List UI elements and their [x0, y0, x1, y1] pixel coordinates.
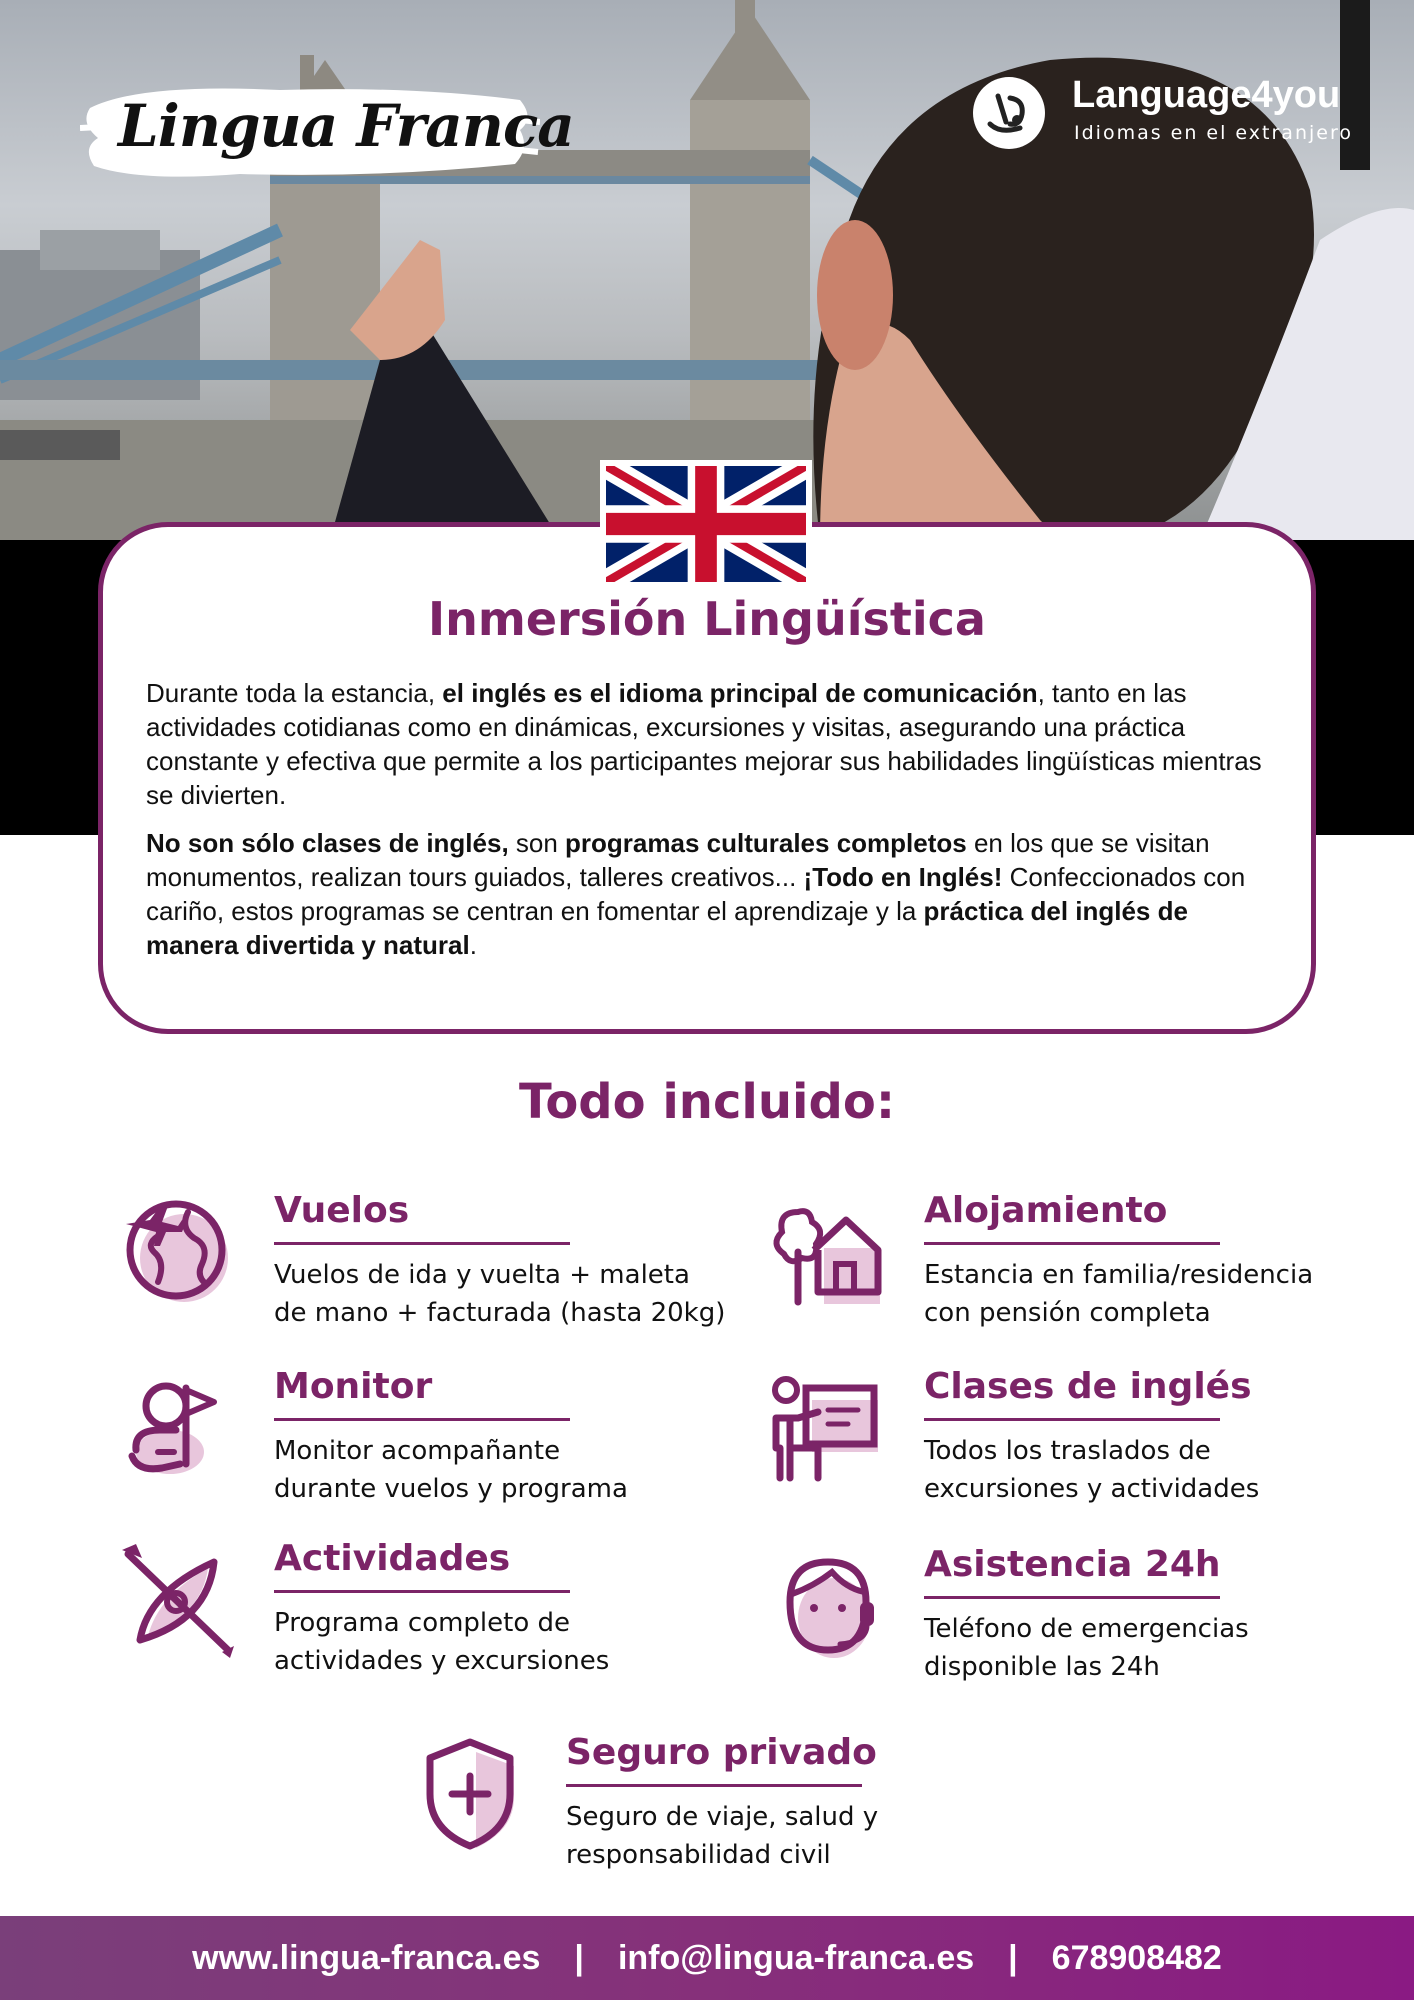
- feature-desc-line2: de mano + facturada (hasta 20kg): [274, 1298, 726, 1328]
- website-link[interactable]: www.lingua-franca.es: [192, 1938, 541, 1977]
- feature-desc-line1: Monitor acompañante: [274, 1436, 561, 1466]
- feature-desc-line2: actividades y excursiones: [274, 1646, 610, 1676]
- feature-desc-line1: Seguro de viaje, salud y: [566, 1802, 879, 1832]
- phone-link[interactable]: 678908482: [1051, 1938, 1222, 1977]
- feature-desc-line2: responsabilidad civil: [566, 1840, 831, 1870]
- p1-text-c: , tanto en las actividades cotidianas como en dinámicas, excursiones y visitas, asegurando una práctica constante y efectiva que permite a los participantes mejorar sus habilidades lingüísticas mientras se divierten.: [146, 678, 1262, 810]
- footer-separator: |: [1008, 1938, 1018, 1977]
- card-paragraph-1: [146, 676, 1286, 812]
- feature-desc-line1: Todos los traslados de: [924, 1436, 1211, 1466]
- feature-underline: [274, 1242, 570, 1245]
- teacher-board-icon: [768, 1368, 888, 1488]
- kayak-icon: [118, 1540, 238, 1660]
- feature-underline: [566, 1784, 862, 1787]
- feature-desc-line2: excursiones y actividades: [924, 1474, 1260, 1504]
- feature-name: Asistencia 24h: [924, 1544, 1221, 1585]
- feature-name: Vuelos: [274, 1190, 410, 1231]
- language4you-logo-icon: [970, 74, 1048, 152]
- contact-footer: [0, 1916, 1414, 2000]
- feature-name: Clases de inglés: [924, 1366, 1252, 1407]
- p2-text-d: en los que se visitan monumentos, realizan tours guiados, talleres creativos...: [146, 828, 1210, 892]
- p1-text-a: Durante toda la estancia,: [146, 678, 443, 708]
- p2-text-g: práctica del inglés de manera divertida y natural: [146, 896, 1188, 960]
- lingua-franca-logo: Lingua Franca: [118, 92, 574, 160]
- feature-desc-line2: con pensión completa: [924, 1298, 1211, 1328]
- p2-text-f: Confeccionados con cariño, estos programas se centran en fomentar el aprendizaje y la: [146, 862, 1246, 926]
- house-tree-icon: [768, 1192, 888, 1312]
- feature-desc-line1: Estancia en familia/residencia: [924, 1260, 1314, 1290]
- partner-name: Language4you: [1072, 74, 1341, 116]
- card-paragraph-2: [146, 826, 1286, 962]
- feature-desc-line2: durante vuelos y programa: [274, 1474, 628, 1504]
- p2-text-e: ¡Todo en Inglés!: [803, 862, 1003, 892]
- shield-plus-icon: [410, 1734, 530, 1854]
- p2-text-a: No son sólo clases de inglés,: [146, 828, 509, 858]
- feature-underline: [274, 1418, 570, 1421]
- p2-text-c: programas culturales completos: [565, 828, 967, 858]
- feature-underline: [924, 1418, 1220, 1421]
- included-title: Todo incluido:: [518, 1074, 896, 1130]
- p1-text-bold: el inglés es el idioma principal de comunicación: [442, 678, 1038, 708]
- feature-name: Monitor: [274, 1366, 433, 1407]
- card-title: Inmersión Lingüística: [428, 592, 986, 646]
- feature-underline: [924, 1596, 1220, 1599]
- feature-desc-line1: Programa completo de: [274, 1608, 571, 1638]
- plane-globe-icon: [118, 1192, 238, 1312]
- p2-text-h: .: [469, 930, 477, 960]
- email-link[interactable]: info@lingua-franca.es: [617, 1938, 975, 1977]
- feature-underline: [274, 1590, 570, 1593]
- partner-tagline: Idiomas en el extranjero: [1074, 122, 1353, 144]
- feature-name: Alojamiento: [924, 1190, 1168, 1231]
- feature-underline: [924, 1242, 1220, 1245]
- headset-agent-icon: [768, 1546, 888, 1666]
- hero-photo: [0, 0, 1414, 540]
- guide-flag-icon: [118, 1368, 238, 1488]
- feature-name: Actividades: [274, 1538, 511, 1579]
- feature-desc-line1: Vuelos de ida y vuelta + maleta: [274, 1260, 690, 1290]
- feature-desc-line2: disponible las 24h: [924, 1652, 1160, 1682]
- uk-flag-icon: [600, 460, 812, 588]
- p2-text-b: son: [508, 828, 566, 858]
- footer-separator: |: [574, 1938, 584, 1977]
- feature-desc-line1: Teléfono de emergencias: [924, 1614, 1249, 1644]
- feature-name: Seguro privado: [566, 1732, 877, 1773]
